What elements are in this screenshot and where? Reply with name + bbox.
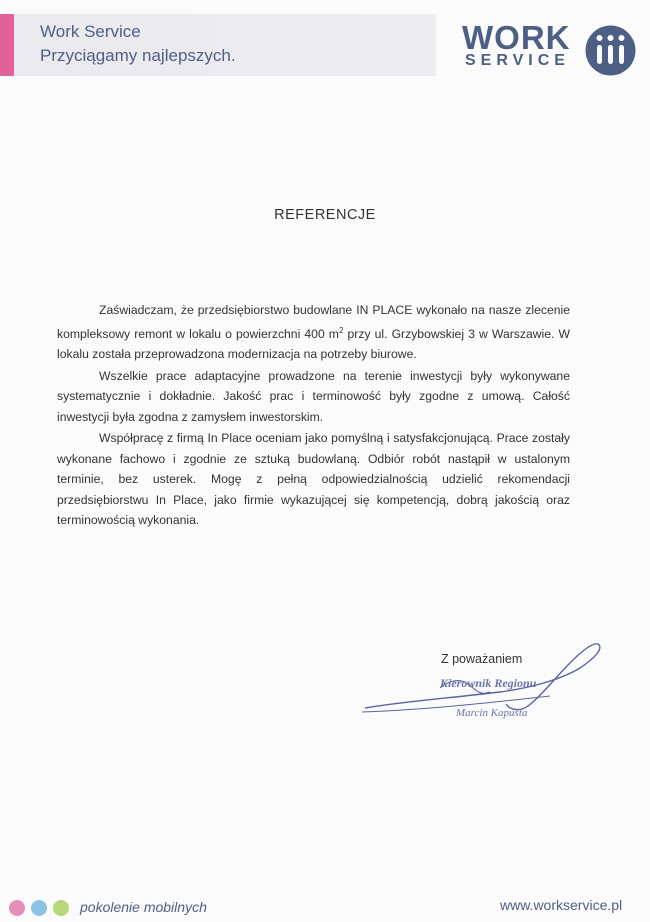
header-accent-strip	[0, 14, 14, 76]
header-brand-line: Work Service	[40, 22, 141, 41]
footer-website-link[interactable]: www.workservice.pl	[500, 897, 623, 913]
footer-dots-icon	[8, 899, 70, 917]
footer-slogan: pokolenie mobilnych	[80, 899, 207, 915]
logo-word-service: SERVICE	[465, 52, 570, 69]
logo-word-work: WORK	[462, 19, 571, 56]
work-service-logo	[460, 20, 640, 76]
document-title: REFERENCJE	[274, 207, 376, 223]
paragraph-1	[57, 300, 570, 365]
logo-emblem-icon	[585, 25, 636, 76]
document-body	[57, 300, 570, 532]
closing-salutation: Z poważaniem	[441, 652, 523, 666]
superscript-2: 2	[338, 325, 344, 335]
header-slogan-line: Przyciągamy najlepszych.	[40, 46, 236, 65]
handwritten-signature	[360, 640, 610, 730]
paragraph-1-start: Zaświadczam, że przedsiębiorstwo budowlane IN PLACE wykonało na nasze zlecenie kompleksowy remont w lokalu o powierzchni 400 m	[57, 303, 570, 341]
stamp-name: Marcin Kapusta	[456, 707, 528, 719]
paragraph-3: Współpracę z firmą In Place oceniam jako pomyślną i satysfakcjonującą. Prace zostały wykonane fachowo i zgodnie ze sztuką budowlaną. Odbiór robót nastąpił w ustalonym terminie, bez usterek. Mogę z pełną odpowiedzialnością udzielić rekomendacji przedsiębiorstwu In Place, jako firmie wykazującej się kompetencją, dobrą jakością oraz terminowością wykonania.	[57, 431, 570, 528]
paragraph-2: Wszelkie prace adaptacyjne prowadzone na terenie inwestycji były wykonywane systematycznie i dokładnie. Jakość prac i terminowość były zgodne z umową. Całość inwestycji była zgodna z zamysłem inwestorskim.	[57, 368, 570, 424]
stamp-position: Kierownik Regionu	[440, 676, 537, 690]
paragraph-1-end: przy ul. Grzybowskiej 3 w Warszawie. W lokalu została przeprowadzona modernizacja na potrzeby biurowe.	[57, 326, 571, 362]
